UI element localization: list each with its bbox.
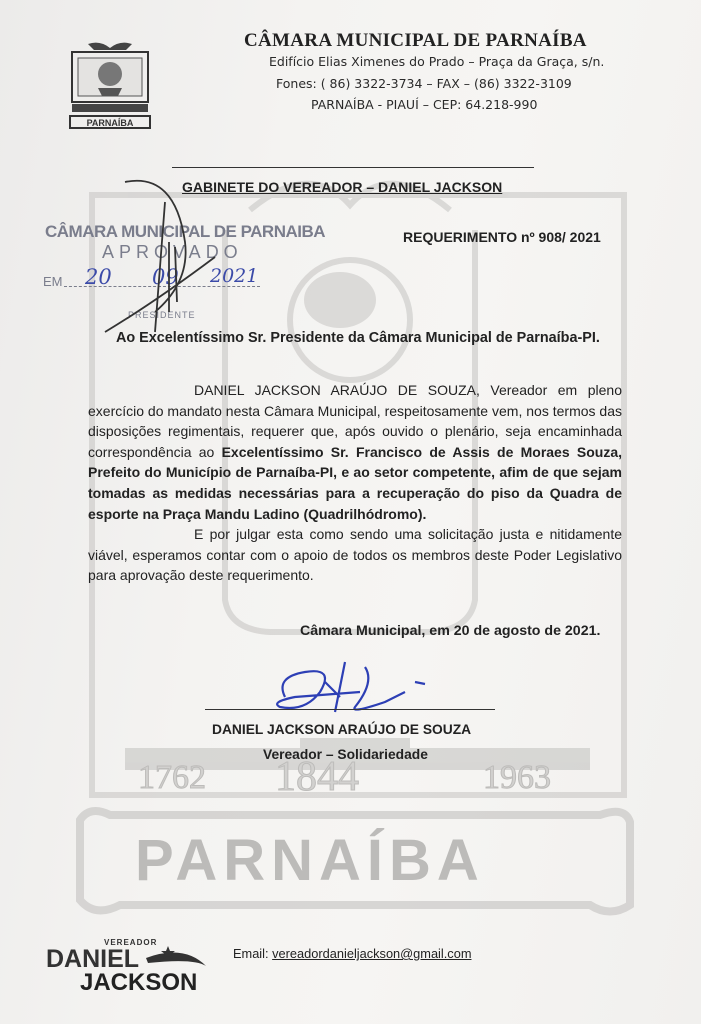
stamp-role: PRESIDENTE (128, 310, 196, 320)
watermark-year-right: 1963 (483, 759, 551, 796)
stamp-month: 09 (152, 265, 179, 289)
email-label: Email: (233, 946, 269, 961)
logo-line1: DANIEL (46, 945, 140, 973)
institution-address: Edifício Elias Ximenes do Prado – Praça da Graça, s/n. (269, 54, 605, 69)
crest-banner-text: PARNAÍBA (86, 118, 134, 128)
stamp-status: APROVADO (102, 242, 243, 262)
body-paragraph-2: E por julgar esta como sendo uma solicitação justa e nitidamente viável, esperamos contar com o apoio de todos os membros deste Poder Legislativo para aprovação deste requerimento. (88, 526, 622, 584)
logo-line2: JACKSON (80, 969, 198, 994)
city-crest-logo (68, 38, 152, 130)
body-paragraph-1 (88, 380, 622, 524)
contact-email (233, 946, 471, 961)
cabinet-heading: GABINETE DO VEREADOR – DANIEL JACKSON (182, 179, 503, 195)
email-address[interactable]: vereadordanieljackson@gmail.com (272, 946, 472, 961)
watermark-banner: PARNAÍBA (135, 828, 485, 893)
body-paragraph-1-emphasis: Excelentíssimo Sr. Francisco de Assis de Moraes Souza, Prefeito do Município de Parnaíba-PI, e ao setor competente, afim de que sejam tomadas as medidas necessárias para a recuperação do piso da Quadra de esporte na Praça Mandu Ladino (Quadrilhódromo). (88, 443, 622, 522)
body-paragraph-1-text: DANIEL JACKSON ARAÚJO DE SOUZA, Vereador em pleno exercício do mandato nesta Câmara Municipal, respeitosamente vem, nos termos das disposições regimentais, requerer que, após ouvido o plenário, seja encaminhada correspondência ao (88, 382, 622, 460)
date-line: Câmara Municipal, em 20 de agosto de 2021. (300, 623, 601, 639)
institution-title: CÂMARA MUNICIPAL DE PARNAÍBA (244, 30, 587, 51)
institution-phones: Fones: ( 86) 3322-3734 – FAX – (86) 3322-3109 (276, 76, 572, 91)
request-body (88, 380, 622, 586)
addressee-line: Ao Excelentíssimo Sr. Presidente da Câmara Municipal de Parnaíba-PI. (116, 330, 600, 346)
stamp-day: 20 (85, 265, 112, 289)
signer-name: DANIEL JACKSON ARAÚJO DE SOUZA (212, 722, 472, 737)
approval-stamp (40, 222, 326, 332)
requerimento-number: REQUERIMENTO nº 908/ 2021 (403, 229, 601, 245)
logo-top-text: VEREADOR (104, 938, 158, 947)
president-signature (95, 162, 225, 342)
stamp-year: 2021 (210, 265, 259, 287)
institution-city: PARNAÍBA - PIAUÍ – CEP: 64.218-990 (311, 97, 538, 112)
signer-role: Vereador – Solidariedade (263, 747, 428, 762)
councilor-signature (265, 652, 455, 722)
watermark-year-center: 1844 (275, 754, 359, 800)
header-divider (172, 167, 534, 168)
stamp-org: CÂMARA MUNICIPAL DE PARNAIBA (45, 222, 326, 241)
stamp-em: EM (43, 274, 63, 289)
signature-line (205, 709, 495, 710)
councilor-campaign-logo (44, 936, 214, 994)
watermark-year-left: 1762 (138, 759, 206, 796)
